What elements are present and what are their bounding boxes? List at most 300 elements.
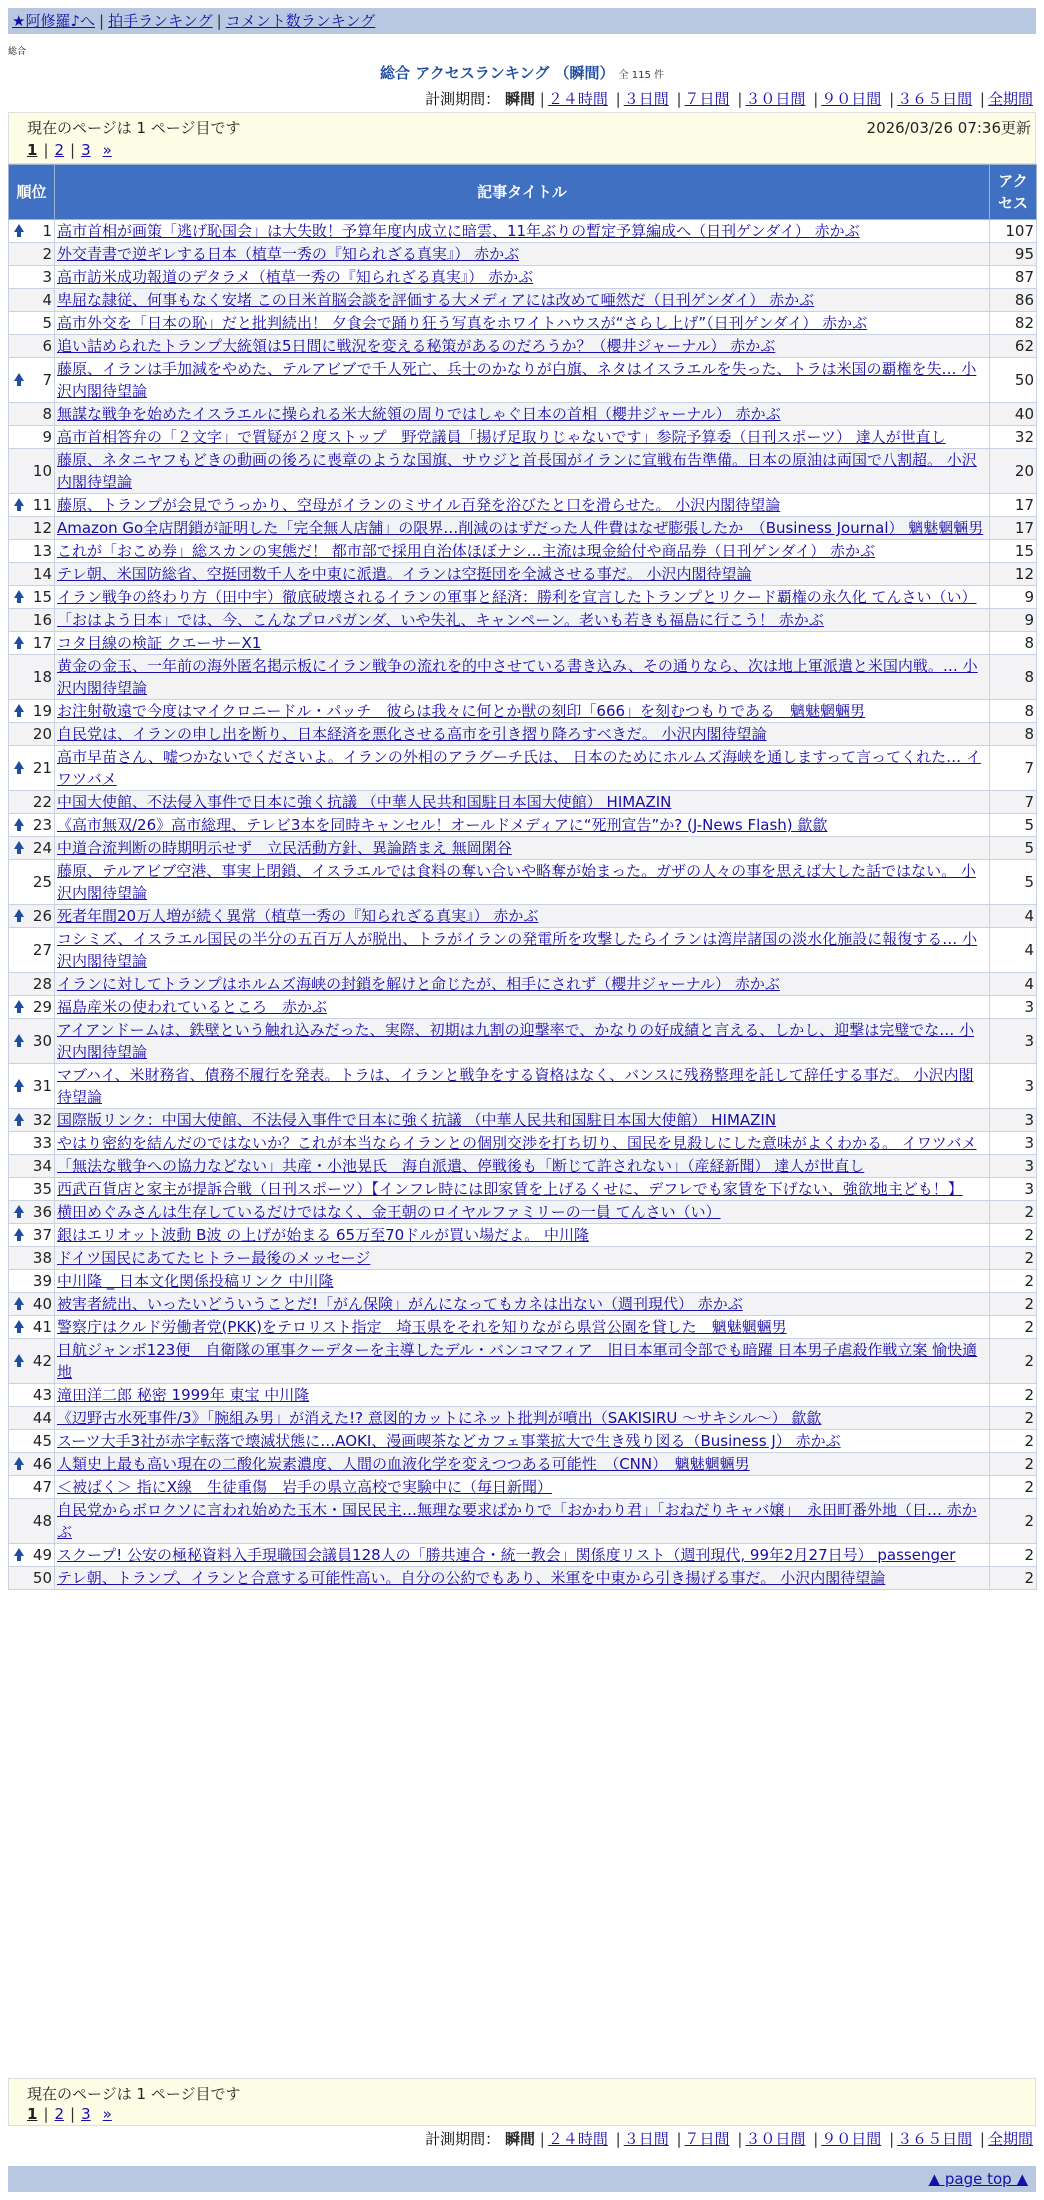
table-row <box>9 632 1037 655</box>
rank-number: 36 <box>32 1203 52 1221</box>
title-cell <box>55 289 990 312</box>
title-cell <box>55 1499 990 1544</box>
article-title-link[interactable]: 銀はエリオット波動 B波 の上げが始まる 65万至70ドルが買い場だよ。 中川隆 <box>57 1226 589 1244</box>
article-title-link[interactable]: テレ朝、トランプ、イランと合意する可能性高い。自分の公約でもあり、米軍を中東から引き揚げる事だ。 小沢内閣待望論 <box>57 1569 886 1587</box>
article-title-link[interactable]: 滝田洋二郎 秘密 1999年 東宝 中川隆 <box>57 1386 310 1404</box>
rank-cell <box>9 289 55 312</box>
access-count: 2 <box>990 1407 1037 1430</box>
article-title-link[interactable]: 藤原、トランプが会見でうっかり、空母がイランのミサイル百発を浴びたと口を滑らせた。 小沢内閣待望論 <box>57 496 781 514</box>
title-cell <box>55 1109 990 1132</box>
article-title-link[interactable]: 「無法な戦争への協力などない」共産・小池晃氏 海自派遣、停戦後も「断じて許されない」（産経新聞） 達人が世直し <box>57 1157 865 1175</box>
article-title-link[interactable]: Amazon Go全店閉鎖が証明した「完全無人店舗」の限界…削減のはずだった人件費はなぜ膨張したか （Business Journal） 魑魅魍魎男 <box>57 519 984 537</box>
access-count: 8 <box>990 723 1037 746</box>
access-count: 7 <box>990 791 1037 814</box>
category-label: 総合 <box>8 47 27 57</box>
period-30d-link[interactable]: ３０日間 <box>745 2130 806 2148</box>
rank-number: 1 <box>42 222 52 240</box>
title-cell <box>55 1247 990 1270</box>
rank-number: 32 <box>32 1111 52 1129</box>
table-row <box>9 814 1037 837</box>
access-count: 5 <box>990 837 1037 860</box>
table-row <box>9 1178 1037 1201</box>
access-count: 4 <box>990 905 1037 928</box>
title-cell <box>55 837 990 860</box>
table-row <box>9 791 1037 814</box>
rank-cell <box>9 358 55 403</box>
table-row <box>9 905 1037 928</box>
article-title-link[interactable]: 卑屈な隷従、何事もなく安堵 この日米首脳会談を評価する大メディアには改めて唖然だ（日刊ゲンダイ） 赤かぶ <box>57 291 815 309</box>
rank-number: 34 <box>32 1157 52 1175</box>
page-3-link[interactable]: 3 <box>81 2105 91 2123</box>
access-count: 2 <box>990 1476 1037 1499</box>
article-title-link[interactable]: 人類史上最も高い現在の二酸化炭素濃度、人間の血液化学を変えつつある可能性 （CNN） 魑魅魍魎男 <box>57 1455 750 1473</box>
rank-number: 21 <box>32 759 52 777</box>
article-title-link[interactable]: 高市訪米成功報道のデタラメ（植草一秀の『知られざる真実』） 赤かぶ <box>57 268 534 286</box>
article-title-link[interactable]: 《高市無双/26》高市総理、テレビ3本を同時キャンセル！オールドメディアに“死刑宣告”か? (J-News Flash) 歙歙 <box>57 816 828 834</box>
table-row <box>9 1132 1037 1155</box>
rank-cell <box>9 655 55 700</box>
rank-number: 29 <box>32 998 52 1016</box>
access-count: 3 <box>990 1019 1037 1064</box>
rank-up-arrow-icon <box>14 636 24 644</box>
access-count: 9 <box>990 586 1037 609</box>
table-row <box>9 1224 1037 1247</box>
rank-number: 46 <box>32 1455 52 1473</box>
rank-up-arrow-icon <box>14 224 24 232</box>
title-cell <box>55 1339 990 1384</box>
rank-up-arrow-icon <box>14 1457 24 1465</box>
period-3d-link[interactable]: ３日間 <box>623 2130 669 2148</box>
article-title-link[interactable]: コタ目線の検証 クエーサーX1 <box>57 634 262 652</box>
rank-up-arrow-icon <box>14 818 24 826</box>
article-title-link[interactable]: 死者年間20万人増が続く異常（植草一秀の『知られざる真実』） 赤かぶ <box>57 907 539 925</box>
article-title-link[interactable]: 日航ジャンボ123便 自衛隊の軍事クーデターを主導したデル・バンコマフィア 旧日本軍司令部でも暗躍 日本男子虐殺作戦立案 愉快適地 <box>57 1341 978 1381</box>
page-info-bottom <box>8 2078 1036 2126</box>
rank-cell <box>9 449 55 494</box>
rank-number: 9 <box>42 428 52 446</box>
access-count: 62 <box>990 335 1037 358</box>
rank-up-arrow-icon <box>14 1228 24 1236</box>
period-7d-link[interactable]: ７日間 <box>684 2130 730 2148</box>
title-cell <box>55 1430 990 1453</box>
period-selector-top: 計測期間： 瞬間 | ２４時間 | ３日間 | ７日間 | ３０日間 | ９０日間 | ３６５日間 | 全期間 <box>425 90 1033 108</box>
title-cell <box>55 266 990 289</box>
rank-up-arrow-icon <box>14 498 24 506</box>
period-all-link[interactable]: 全期間 <box>987 2130 1033 2148</box>
title-cell <box>55 220 990 243</box>
table-row <box>9 494 1037 517</box>
table-header-row <box>9 165 1037 220</box>
article-title-link[interactable]: 中川隆 _ 日本文化関係投稿リンク 中川隆 <box>57 1272 334 1290</box>
separator: | <box>216 12 222 30</box>
title-cell <box>55 1019 990 1064</box>
rank-cell <box>9 973 55 996</box>
table-row <box>9 837 1037 860</box>
article-title-link[interactable]: ＜被ばく＞ 指にX線 生徒重傷 岩手の県立高校で実験中に（毎日新聞） <box>57 1478 553 1496</box>
title-cell <box>55 632 990 655</box>
rank-cell <box>9 1247 55 1270</box>
title-cell <box>55 1155 990 1178</box>
access-count: 2 <box>990 1430 1037 1453</box>
rank-cell <box>9 266 55 289</box>
rank-up-arrow-icon <box>14 1297 24 1305</box>
access-count: 17 <box>990 517 1037 540</box>
pagination-bottom: 1 | 2 | 3 » <box>27 2105 112 2123</box>
access-count: 2 <box>990 1270 1037 1293</box>
article-title-link[interactable]: やはり密約を結んだのではないか？これが本当ならイランとの個別交渉を打ち切り、国民を見殺しにした意味がよくわかる。 イワツバメ <box>57 1134 977 1152</box>
rank-cell <box>9 1132 55 1155</box>
rank-number: 10 <box>32 462 52 480</box>
page-2-link[interactable]: 2 <box>54 141 65 159</box>
article-title-link[interactable]: コシミズ、イスラエル国民の半分の五百万人が脱出、トラがイランの発電所を攻撃したらイランは湾岸諸国の淡水化施設に報復する… 小沢内閣待望論 <box>57 930 978 970</box>
rank-cell <box>9 540 55 563</box>
access-count: 5 <box>990 860 1037 905</box>
title-cell <box>55 1384 990 1407</box>
title-cell <box>55 1064 990 1109</box>
next-page-link[interactable]: » <box>102 2105 112 2123</box>
page-1-current: 1 <box>27 141 38 159</box>
page-top-link[interactable]: ▲ page top ▲ <box>928 2170 1028 2188</box>
title-cell <box>55 1178 990 1201</box>
table-row <box>9 312 1037 335</box>
rank-up-arrow-icon <box>14 704 24 712</box>
article-title-link[interactable]: 西武百貨店と家主が提訴合戦（日刊スポーツ）【インフレ時には即家賃を上げるくせに、デフレでも家賃を下げない、強欲地主ども！】 <box>57 1180 963 1198</box>
rank-number: 44 <box>32 1409 52 1427</box>
article-title-link[interactable]: 黄金の金玉、一年前の海外匿名掲示板にイラン戦争の流れを的中させている書き込み、その通りなら、次は地上軍派遣と米国内戦。… 小沢内閣待望論 <box>57 657 978 697</box>
rank-cell <box>9 1155 55 1178</box>
rank-cell <box>9 632 55 655</box>
top-nav-bar <box>8 8 1036 34</box>
access-count: 3 <box>990 1064 1037 1109</box>
rank-cell <box>9 1567 55 1590</box>
article-title-link[interactable]: 高市外交を「日本の恥」だと批判続出！ 夕食会で踊り狂う写真をホワイトハウスが“さらし上げ”（日刊ゲンダイ） 赤かぶ <box>57 314 868 332</box>
rank-cell <box>9 494 55 517</box>
rank-number: 33 <box>32 1134 52 1152</box>
separator: | <box>99 12 105 30</box>
table-row <box>9 335 1037 358</box>
table-row <box>9 1384 1037 1407</box>
table-row <box>9 928 1037 973</box>
rank-number: 45 <box>32 1432 52 1450</box>
table-row <box>9 860 1037 905</box>
rank-number: 19 <box>32 702 52 720</box>
table-row <box>9 1430 1037 1453</box>
rank-cell <box>9 1201 55 1224</box>
page-title: 総合 アクセスランキング （瞬間） <box>380 64 615 82</box>
rank-cell <box>9 426 55 449</box>
rank-number: 12 <box>32 519 52 537</box>
access-count: 3 <box>990 996 1037 1019</box>
rank-number: 5 <box>42 314 52 332</box>
article-title-link[interactable]: 被害者続出、いったいどういうことだ!「がん保険」がんになってもカネは出ない（週刊現代） 赤かぶ <box>57 1295 743 1313</box>
access-count: 107 <box>990 220 1037 243</box>
title-cell <box>55 1293 990 1316</box>
table-row <box>9 973 1037 996</box>
title-cell <box>55 312 990 335</box>
rank-cell <box>9 1407 55 1430</box>
rank-number: 7 <box>42 371 52 389</box>
table-row <box>9 220 1037 243</box>
rank-cell <box>9 1293 55 1316</box>
rank-number: 31 <box>32 1077 52 1095</box>
rank-cell <box>9 403 55 426</box>
rank-up-arrow-icon <box>14 909 24 917</box>
access-count: 40 <box>990 403 1037 426</box>
rank-cell <box>9 1499 55 1544</box>
rank-up-arrow-icon <box>14 590 24 598</box>
home-link[interactable]: ★阿修羅♪へ <box>12 12 96 30</box>
period-24h-link[interactable]: ２４時間 <box>547 2130 608 2148</box>
period-90d-link[interactable]: ９０日間 <box>821 2130 882 2148</box>
article-title-link[interactable]: テレ朝、米国防総省、空挺団数千人を中東に派遣。イランは空挺団を全滅させる事だ。 小沢内閣待望論 <box>57 565 752 583</box>
rank-cell <box>9 609 55 632</box>
period-label: 計測期間： <box>425 90 501 108</box>
period-current: 瞬間 <box>504 2130 535 2148</box>
table-row <box>9 700 1037 723</box>
title-cell <box>55 609 990 632</box>
rank-number: 38 <box>32 1249 52 1267</box>
table-row <box>9 1201 1037 1224</box>
rank-number: 13 <box>32 542 52 560</box>
rank-number: 40 <box>32 1295 52 1313</box>
access-count: 8 <box>990 655 1037 700</box>
access-count: 3 <box>990 1178 1037 1201</box>
article-title-link[interactable]: 自民党は、イランの申し出を断り、日本経済を悪化させる高市を引き摺り降ろすべきだ。 小沢内閣待望論 <box>57 725 767 743</box>
next-page-link[interactable]: » <box>102 141 112 159</box>
article-title-link[interactable]: 高市早苗さん、嘘つかないでくださいよ。イランの外相のアラグーチ氏は、 日本のためにホルムズ海峡を通しますって言ってくれた… イワツバメ <box>57 748 981 788</box>
table-row <box>9 1155 1037 1178</box>
updated-timestamp: 2026/03/26 07:36更新 <box>866 119 1031 137</box>
period-365d-link[interactable]: ３６５日間 <box>897 90 973 108</box>
table-row <box>9 449 1037 494</box>
rank-cell <box>9 905 55 928</box>
title-cell <box>55 358 990 403</box>
rank-number: 27 <box>32 941 52 959</box>
access-count: 3 <box>990 1132 1037 1155</box>
period-all-link[interactable]: 全期間 <box>987 90 1033 108</box>
access-count: 2 <box>990 1293 1037 1316</box>
access-count: 12 <box>990 563 1037 586</box>
access-count: 2 <box>990 1453 1037 1476</box>
rank-cell <box>9 1109 55 1132</box>
article-title-link[interactable]: 福島産米の使われているところ 赤かぶ <box>57 998 328 1016</box>
article-title-link[interactable]: 追い詰められたトランプ大統領は5日間に戦況を変える秘策があるのだろうか？（櫻井ジャーナル） 赤かぶ <box>57 337 776 355</box>
article-title-link[interactable]: 中国大使館、不法侵入事件で日本に強く抗議 （中華人民共和国駐日本国大使館） HIMAZIN <box>57 793 672 811</box>
access-count: 2 <box>990 1224 1037 1247</box>
rank-cell <box>9 220 55 243</box>
article-title-link[interactable]: 高市首相が画策「逃げ恥国会」は大失敗！予算年度内成立に暗雲、11年ぶりの暫定予算編成へ（日刊ゲンダイ） 赤かぶ <box>57 222 860 240</box>
rank-number: 25 <box>32 873 52 891</box>
access-count: 2 <box>990 1316 1037 1339</box>
article-title-link[interactable]: 《辺野古水死事件/3》「腕組み男」が消えた!? 意図的カットにネット批判が噴出（SAKISIRU ～サキシル～） 歙歙 <box>57 1409 822 1427</box>
article-title-link[interactable]: 無謀な戦争を始めたイスラエルに操られる米大統領の周りではしゃぐ日本の首相（櫻井ジャーナル） 赤かぶ <box>57 405 781 423</box>
rank-cell <box>9 1019 55 1064</box>
article-title-link[interactable]: 自民党からボロクソに言われ始めた玉木・国民民主…無理な要求ばかりで「おかわり君」「おねだりキャバ嬢」 永田町番外地（日… 赤かぶ <box>57 1501 977 1541</box>
article-title-link[interactable]: 外交青書で逆ギレする日本（植草一秀の『知られざる真実』） 赤かぶ <box>57 245 520 263</box>
article-title-link[interactable]: アイアンドームは、鉄壁という触れ込みだった、実際、初期は九割の迎撃率で、かなりの好成績と言える、しかし、迎撃は完璧でな… 小沢内閣待望論 <box>57 1021 975 1061</box>
rank-cell <box>9 1178 55 1201</box>
article-title-link[interactable]: 横田めぐみさんは生存しているだけではなく、金王朝のロイヤルファミリーの一員 てんさい（い） <box>57 1203 721 1221</box>
article-title-link[interactable]: イラン戦争の終わり方（田中宇）徹底破壊されるイランの軍事と経済：勝利を宣言したトランプとリクード覇権の永久化 てんさい（い） <box>57 588 977 606</box>
rank-number: 2 <box>42 245 52 263</box>
title-cell <box>55 996 990 1019</box>
title-cell <box>55 540 990 563</box>
period-selector-bottom: 計測期間： 瞬間 | ２４時間 | ３日間 | ７日間 | ３０日間 | ９０日間 | ３６５日間 | 全期間 <box>425 2130 1033 2148</box>
period-365d-link[interactable]: ３６５日間 <box>897 2130 973 2148</box>
title-cell <box>55 1224 990 1247</box>
rank-number: 4 <box>42 291 52 309</box>
rank-number: 50 <box>32 1569 52 1587</box>
pagination: 1 | 2 | 3 » <box>27 141 112 159</box>
article-title-link[interactable]: ドイツ国民にあてたヒトラー最後のメッセージ <box>57 1249 371 1267</box>
title-cell <box>55 655 990 700</box>
page-2-link[interactable]: 2 <box>54 2105 65 2123</box>
period-7d-link[interactable]: ７日間 <box>684 90 730 108</box>
page-3-link[interactable]: 3 <box>81 141 91 159</box>
access-count: 2 <box>990 1499 1037 1544</box>
article-title-link[interactable]: 「おはよう日本」では、今、こんなプロパガンダ、いや失礼、キャンペーン。老いも若きも福島に行こう！ 赤かぶ <box>57 611 824 629</box>
title-cell <box>55 517 990 540</box>
rank-up-arrow-icon <box>14 1320 24 1328</box>
rank-cell <box>9 1453 55 1476</box>
title-cell <box>55 1132 990 1155</box>
rank-cell <box>9 1339 55 1384</box>
article-title-link[interactable]: 中道合流判断の時期明示せず 立民活動方針、異論踏まえ 無岡閑谷 <box>57 839 512 857</box>
access-count: 2 <box>990 1339 1037 1384</box>
rank-up-arrow-icon <box>14 1548 24 1556</box>
article-title-link[interactable]: マブハイ、米財務省、債務不履行を発表。トラは、イランと戦争をする資格はなく、バンスに残務整理を託して辞任する事だ。 小沢内閣待望論 <box>57 1066 974 1106</box>
rank-number: 3 <box>42 268 52 286</box>
table-row <box>9 540 1037 563</box>
rank-cell <box>9 746 55 791</box>
table-row <box>9 1064 1037 1109</box>
rank-number: 20 <box>32 725 52 743</box>
applause-ranking-link[interactable]: 拍手ランキング <box>108 12 213 30</box>
access-count: 5 <box>990 814 1037 837</box>
ranking-table <box>8 164 1037 1590</box>
rank-up-arrow-icon <box>14 1000 24 1008</box>
title-cell <box>55 494 990 517</box>
current-page-text: 現在のページは 1 ページ目です <box>27 2085 241 2103</box>
rank-number: 23 <box>32 816 52 834</box>
rank-up-arrow-icon <box>14 1079 24 1087</box>
access-count: 82 <box>990 312 1037 335</box>
rank-cell <box>9 1476 55 1499</box>
table-row <box>9 243 1037 266</box>
rank-cell <box>9 1544 55 1567</box>
table-row <box>9 563 1037 586</box>
table-row <box>9 1316 1037 1339</box>
article-title-link[interactable]: スクープ! 公安の極秘資料入手現職国会議員128人の「勝共連合・統一教会」関係度リスト（週刊現代, 99年2月27日号） passenger <box>57 1546 956 1564</box>
rank-up-arrow-icon <box>14 841 24 849</box>
rank-number: 16 <box>32 611 52 629</box>
period-30d-link[interactable]: ３０日間 <box>745 90 806 108</box>
rank-cell <box>9 243 55 266</box>
title-cell <box>55 814 990 837</box>
access-count: 2 <box>990 1201 1037 1224</box>
article-title-link[interactable]: 藤原、テルアビブ空港、事実上閉鎖、イスラエルでは食料の奪い合いや略奪が始まった。ガザの人々の事を思えば大した話ではない。 小沢内閣待望論 <box>57 862 976 902</box>
rank-number: 6 <box>42 337 52 355</box>
rank-number: 28 <box>32 975 52 993</box>
title-cell <box>55 586 990 609</box>
title-cell <box>55 700 990 723</box>
access-count: 95 <box>990 243 1037 266</box>
table-row <box>9 586 1037 609</box>
period-3d-link[interactable]: ３日間 <box>623 90 669 108</box>
rank-number: 37 <box>32 1226 52 1244</box>
table-row <box>9 1567 1037 1590</box>
table-row <box>9 1109 1037 1132</box>
access-count: 8 <box>990 700 1037 723</box>
table-row <box>9 1339 1037 1384</box>
article-title-link[interactable]: これが「おこめ券」総スカンの実態だ！ 都市部で採用自治体ほぼナシ…主流は現金給付や商品券（日刊ゲンダイ） 赤かぶ <box>57 542 876 560</box>
rank-cell <box>9 1270 55 1293</box>
title-cell <box>55 1453 990 1476</box>
title-cell <box>55 449 990 494</box>
rank-number: 30 <box>32 1032 52 1050</box>
table-row <box>9 1019 1037 1064</box>
title-cell <box>55 1544 990 1567</box>
title-cell <box>55 1407 990 1430</box>
rank-number: 11 <box>32 496 52 514</box>
comment-ranking-link[interactable]: コメント数ランキング <box>225 12 376 30</box>
article-title-link[interactable]: 藤原、ネタニヤフもどきの動画の後ろに喪章のような国旗、サウジと首長国がイランに宣戦布告準備。日本の原油は両国で八割超。 小沢内閣待望論 <box>57 451 977 491</box>
rank-cell <box>9 1224 55 1247</box>
title-cell <box>55 1567 990 1590</box>
rank-number: 42 <box>32 1352 52 1370</box>
rank-cell <box>9 586 55 609</box>
article-title-link[interactable]: 警察庁はクルド労働者党(PKK)をテロリスト指定 埼玉県をそれを知りながら県営公園を貸した 魑魅魍魎男 <box>57 1318 787 1336</box>
title-cell <box>55 243 990 266</box>
title-cell <box>55 860 990 905</box>
rank-number: 41 <box>32 1318 52 1336</box>
title-cell <box>55 403 990 426</box>
title-cell <box>55 1270 990 1293</box>
access-count: 86 <box>990 289 1037 312</box>
access-count: 2 <box>990 1247 1037 1270</box>
period-24h-link[interactable]: ２４時間 <box>547 90 608 108</box>
article-title-link[interactable]: お注射敬遠で今度はマイクロニードル・パッチ 彼らは我々に何とか獣の刻印「666」を刻むつもりである 魑魅魍魎男 <box>57 702 866 720</box>
period-90d-link[interactable]: ９０日間 <box>821 90 882 108</box>
access-count: 4 <box>990 928 1037 973</box>
rank-cell <box>9 700 55 723</box>
table-row <box>9 1453 1037 1476</box>
article-title-link[interactable]: 高市首相答弁の「２文字」で質疑が２度ストップ 野党議員「揚げ足取りじゃないです」参院予算委（日刊スポーツ） 達人が世直し <box>57 428 946 446</box>
table-row <box>9 358 1037 403</box>
article-title-link[interactable]: 藤原、イランは手加減をやめた、テルアビブで千人死亡、兵士のかなりが白旗、ネタはイスラエルを失った、トラは米国の覇権を失… 小沢内閣待望論 <box>57 360 977 400</box>
access-count: 50 <box>990 358 1037 403</box>
rank-cell <box>9 928 55 973</box>
rank-column-header: 順位 <box>9 165 55 220</box>
access-count: 15 <box>990 540 1037 563</box>
rank-up-arrow-icon <box>14 1034 24 1042</box>
rank-cell <box>9 335 55 358</box>
rank-number: 22 <box>32 793 52 811</box>
rank-cell <box>9 1384 55 1407</box>
access-count: 3 <box>990 1109 1037 1132</box>
rank-number: 24 <box>32 839 52 857</box>
rank-cell <box>9 1430 55 1453</box>
article-title-link[interactable]: スーツ大手3社が赤字転落で壊滅状態に…AOKI、漫画喫茶などカフェ事業拡大で生き残り図る（Business J） 赤かぶ <box>57 1432 841 1450</box>
table-row <box>9 517 1037 540</box>
table-row <box>9 655 1037 700</box>
ranking-heading <box>0 62 1044 83</box>
access-count: 9 <box>990 609 1037 632</box>
article-title-link[interactable]: 国際版リンク：中国大使館、不法侵入事件で日本に強く抗議 （中華人民共和国駐日本国大使館） HIMAZIN <box>57 1111 777 1129</box>
title-cell <box>55 973 990 996</box>
rank-cell <box>9 814 55 837</box>
article-title-link[interactable]: イランに対してトランプはホルムズ海峡の封鎖を解けと命じたが、相手にされず（櫻井ジャーナル） 赤かぶ <box>57 975 780 993</box>
